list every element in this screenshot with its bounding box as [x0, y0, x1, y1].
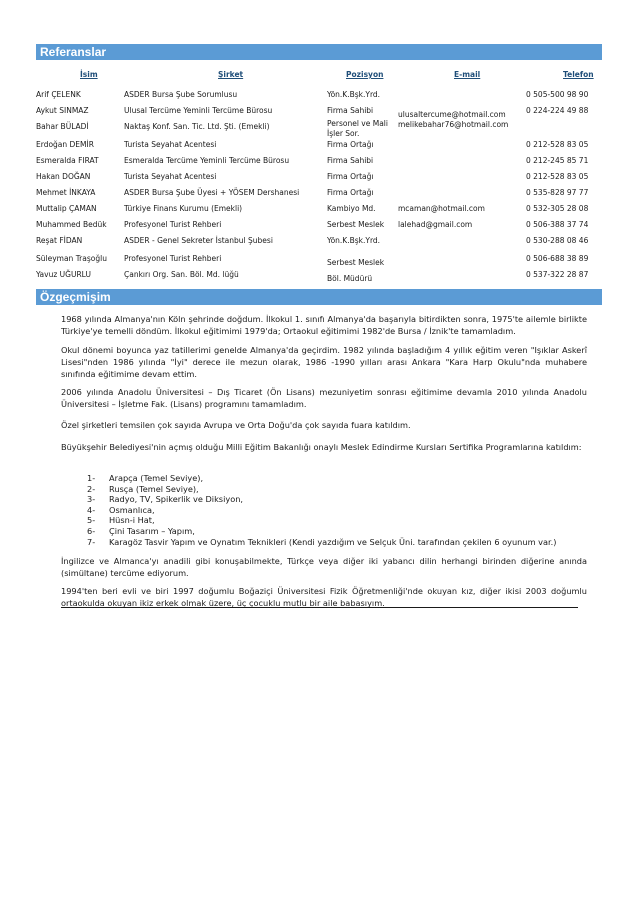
- cell-name: Yavuz UĞURLU: [36, 270, 91, 279]
- cell-firm: Türkiye Finans Kurumu (Emekli): [124, 204, 243, 213]
- certificate-list: [61, 473, 587, 547]
- cell-firm: Naktaş Konf. San. Tic. Ltd. Şti. (Emekli): [124, 122, 270, 131]
- cell-email[interactable]: melikebahar76@hotmail.com: [398, 120, 509, 129]
- cell-position: Firma Sahibi: [327, 106, 374, 115]
- cv-section-header: Özgeçmişim: [36, 289, 602, 305]
- cell-phone: 0 212-245 85 71: [526, 156, 589, 165]
- cell-firm: ASDER - Genel Sekreter İstanbul Şubesi: [124, 236, 273, 245]
- cell-phone: 0 224-224 49 88: [526, 106, 589, 115]
- cell-name: Erdoğan DEMİR: [36, 140, 94, 149]
- cell-phone: 0 530-288 08 46: [526, 236, 589, 245]
- cv-paragraph: 1994'ten beri evli ve biri 1997 doğumlu Boğaziçi Üniversitesi Fizik Öğretmenliği'nde okuyan kız, diğer ikisi 2003 doğumlu ortaokulda okuyan ikiz erkek olmak üzere, üç çocuklu mutlu bir aile babasıyım.: [61, 586, 587, 608]
- list-text: Çini Tasarım – Yapım,: [109, 525, 195, 536]
- cell-phone: 0 505-500 98 90: [526, 90, 589, 99]
- list-number: 4-: [87, 504, 96, 515]
- cell-phone: 0 535-828 97 77: [526, 188, 589, 197]
- column-header-firm: Şirket: [218, 70, 244, 79]
- list-number: 5-: [87, 515, 96, 526]
- cell-phone: 0 506-388 37 74: [526, 220, 589, 229]
- cell-phone: 0 506-688 38 89: [526, 254, 589, 263]
- list-text: Arapça (Temel Seviye),: [109, 473, 204, 483]
- cell-position: Firma Ortağı: [327, 140, 374, 149]
- references-section-header: Referanslar: [36, 44, 602, 60]
- cell-phone: 0 212-528 83 05: [526, 140, 589, 149]
- cell-firm: Turista Seyahat Acentesi: [124, 172, 217, 181]
- cell-firm: Profesyonel Turist Rehberi: [124, 254, 222, 263]
- column-header-position: Pozisyon: [346, 70, 384, 79]
- cell-position: Yön.K.Bşk.Yrd.: [327, 90, 381, 99]
- cell-phone: 0 532-305 28 08: [526, 204, 589, 213]
- cell-firm: Esmeralda Tercüme Yeminli Tercüme Bürosu: [124, 156, 290, 165]
- cv-paragraph: Okul dönemi boyunca yaz tatillerimi genelde Almanya'da geçirdim. 1982 yılında başladığım 4 yıllık eğitim veren "Işıklar Askerî Lisesi"nden 1986 yılında "İyi" derece ile mezun olarak, 1986 -1990 yılları arası Ankara "Kara Harp Okulu"nda muhabere sınıfında eğitimime devam ettim.: [61, 345, 587, 379]
- cv-paragraph: 2006 yılında Anadolu Üniversitesi – Dış Ticaret (Ön Lisans) mezuniyetim sonrası eğitimime devamla 2010 yılında Anadolu Üniversitesi – İşletme Fak. (Lisans) programını tamamladım.: [61, 387, 587, 409]
- cell-email[interactable]: mcaman@hotmail.com: [398, 204, 485, 213]
- cell-name: Muttalip ÇAMAN: [36, 204, 97, 213]
- list-item: [61, 515, 587, 526]
- list-item: [61, 494, 587, 505]
- list-item: [61, 484, 587, 495]
- list-number: 7-: [87, 536, 96, 547]
- cell-firm: Profesyonel Turist Rehberi: [124, 220, 222, 229]
- cv-paragraph: 1968 yılında Almanya'nın Köln şehrinde doğdum. İlkokul 1. sınıfı Almanya'da başarıyla bitirdikten sonra, 1975'te ailemle birlikte Türkiye'ye temelli döndüm. İlkokul eğitimimi 1979'da; Ortaokul eğitimimi 1982'de Bursa / İznik'te tamamladım.: [61, 314, 587, 336]
- cell-position: Yön.K.Bşk.Yrd.: [327, 236, 381, 245]
- cell-name: Muhammed Bedük: [36, 220, 107, 229]
- cv-paragraph: Büyükşehir Belediyesi'nin açmış olduğu Milli Eğitim Bakanlığı onaylı Meslek Edindirme Kursları Sertifika Programlarına katıldım:: [61, 442, 582, 452]
- cell-position: Serbest Meslek: [327, 258, 385, 267]
- cell-name: Hakan DOĞAN: [36, 172, 91, 181]
- cell-name: Reşat FİDAN: [36, 236, 83, 245]
- cell-firm: ASDER Bursa Şube Sorumlusu: [124, 90, 238, 99]
- cell-phone: 0 212-528 83 05: [526, 172, 589, 181]
- cell-firm: Çankırı Org. San. Böl. Md. lüğü: [124, 270, 239, 279]
- cell-name: Bahar BÜLADİ: [36, 122, 89, 131]
- list-text: Radyo, TV, Spikerlik ve Diksiyon,: [109, 494, 243, 505]
- cell-name: Mehmet İNKAYA: [36, 188, 96, 197]
- column-header-phone: Telefon: [563, 70, 594, 79]
- list-item: [61, 526, 587, 537]
- column-header-name: İsim: [80, 70, 98, 79]
- list-number: 3-: [87, 494, 96, 505]
- list-text: Osmanlıca,: [109, 504, 155, 515]
- cell-firm: Ulusal Tercüme Yeminli Tercüme Bürosu: [124, 106, 273, 115]
- list-item: [61, 473, 587, 484]
- cell-position: Personel ve Mali İşler Sor.: [327, 119, 388, 138]
- cell-firm: Turista Seyahat Acentesi: [124, 140, 217, 149]
- cell-position: Firma Ortağı: [327, 188, 374, 197]
- cell-name: Süleyman Traşoğlu: [36, 254, 107, 263]
- cell-position: Böl. Müdürü: [327, 274, 373, 283]
- list-text: Hüsn-i Hat,: [109, 515, 155, 526]
- column-header-email: E-mail: [454, 70, 481, 79]
- cell-name: Aykut SINMAZ: [36, 106, 89, 115]
- cell-email[interactable]: ulusaltercume@hotmail.com: [398, 110, 506, 119]
- cell-position: Firma Sahibi: [327, 156, 374, 165]
- closing-rule: [61, 607, 578, 608]
- cell-name: Esmeralda FIRAT: [36, 156, 99, 165]
- list-text: Karagöz Tasvir Yapım ve Oynatım Teknikleri (Kendi yazdığım ve Selçuk Üni. tarafından çekilen 6 oyunum var.): [109, 536, 557, 547]
- cell-position: Firma Ortağı: [327, 172, 374, 181]
- list-number: 1-: [87, 473, 96, 483]
- cell-email[interactable]: lalehad@gmail.com: [398, 220, 473, 229]
- list-text: Rusça (Temel Seviye),: [109, 483, 199, 494]
- cell-phone: 0 537-322 28 87: [526, 270, 589, 279]
- cv-paragraph: İngilizce ve Almanca'yı anadili gibi konuşabilmekte, Türkçe veya diğer iki yabancı dilin herhangi birinden diğerine anında (simültane) tercüme ediyorum.: [61, 556, 587, 578]
- list-number: 6-: [87, 525, 96, 536]
- cell-name: Arif ÇELENK: [36, 90, 81, 99]
- list-number: 2-: [87, 483, 96, 494]
- cv-paragraph: Özel şirketleri temsilen çok sayıda Avrupa ve Orta Doğu'da çok sayıda fuara katıldım.: [61, 420, 411, 430]
- cell-firm: ASDER Bursa Şube Üyesi + YÖSEM Dershanesi: [124, 188, 300, 197]
- list-item: [61, 537, 587, 548]
- list-item: [61, 505, 587, 516]
- cell-position: Serbest Meslek: [327, 220, 385, 229]
- cell-position: Kambiyo Md.: [327, 204, 376, 213]
